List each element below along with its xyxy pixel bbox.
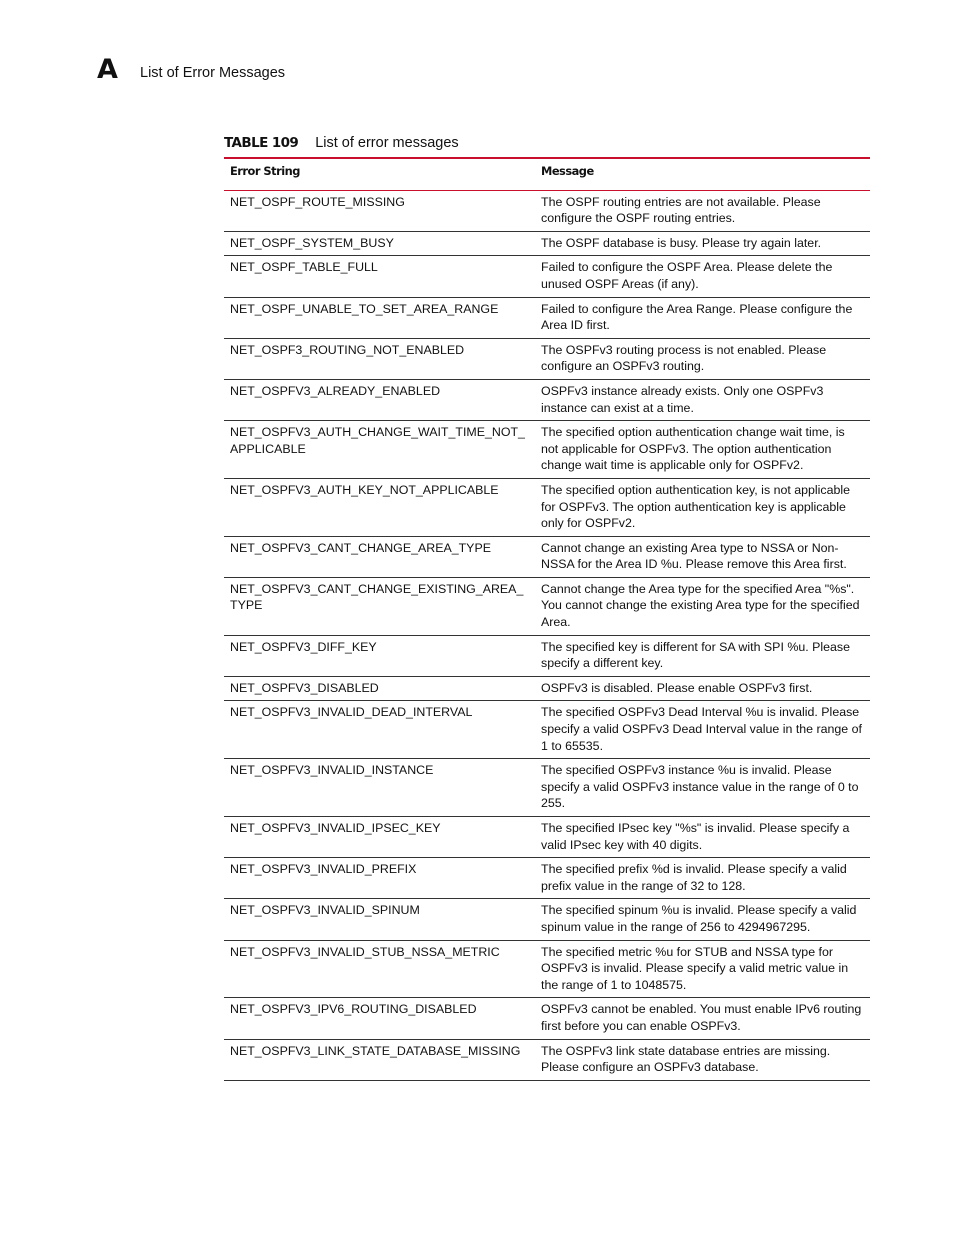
message-cell: The specified OSPFv3 instance %u is invalid. Please specify a valid OSPFv3 instance value in the range of 0 to 255. [541,763,859,811]
message-cell: The specified IPsec key "%s" is invalid. Please specify a valid IPsec key with 40 digits. [541,821,850,852]
message-cell: Failed to configure the Area Range. Please configure the Area ID first. [541,301,853,333]
error-string-cell: NET_OSPF_ROUTE_MISSING [230,194,405,209]
error-string-cell: NET_OSPFV3_INVALID_PREFIX [230,862,417,877]
message-cell: OSPFv3 cannot be enabled. You must enable IPv6 routing first before you can enable OSPFv3. [541,1002,862,1033]
message-cell: Cannot change the Area type for the specified Area "%s". You cannot change the existing Area type for the specified Area. [541,581,860,630]
error-string-cell: NET_OSPFV3_DISABLED [230,680,379,695]
message-cell: The specified OSPFv3 Dead Interval %u is invalid. Please specify a valid OSPFv3 Dead Interval value in the range of 1 to 65535. [541,705,862,753]
table-row [224,421,870,479]
message-cell: The OSPFv3 link state database entries are missing. Please configure an OSPFv3 database. [541,1043,831,1075]
error-string-cell: NET_OSPFV3_AUTH_CHANGE_WAIT_TIME_NOT_APPLICABLE [230,425,525,456]
message-cell: Cannot change an existing Area type to NSSA or Non-NSSA for the Area ID %u. Please remove this Area first. [541,540,847,572]
table-row [224,190,870,231]
table-row [224,940,870,998]
message-cell: The OSPF routing entries are not available. Please configure the OSPF routing entries. [541,194,821,226]
table-caption [224,135,459,151]
table-body [224,190,870,1080]
table-row [224,817,870,858]
error-string-cell: NET_OSPFV3_CANT_CHANGE_EXISTING_AREA_TYPE [230,581,524,613]
appendix-letter: A [97,54,117,85]
table-row [224,231,870,256]
message-cell: The specified metric %u for STUB and NSSA type for OSPFv3 is invalid. Please specify a valid metric value in the range of 1 to 1048575. [541,944,849,992]
error-string-cell: NET_OSPFV3_ALREADY_ENABLED [230,383,441,398]
table-row [224,577,870,635]
table-title: List of error messages [315,135,459,151]
error-string-cell: NET_OSPFV3_DIFF_KEY [230,639,377,654]
table-row [224,858,870,899]
error-string-cell: NET_OSPFV3_AUTH_KEY_NOT_APPLICABLE [230,482,499,497]
error-string-cell: NET_OSPFV3_IPV6_ROUTING_DISABLED [230,1002,477,1017]
error-string-cell: NET_OSPF_SYSTEM_BUSY [230,235,394,250]
message-cell: The OSPF database is busy. Please try again later. [541,235,822,250]
message-cell: Failed to configure the OSPF Area. Please delete the unused OSPF Areas (if any). [541,260,833,291]
error-string-cell: NET_OSPFV3_INVALID_IPSEC_KEY [230,821,441,835]
error-messages-table [224,157,870,1081]
error-string-cell: NET_OSPF3_ROUTING_NOT_ENABLED [230,342,465,357]
table-row [224,256,870,297]
error-string-cell: NET_OSPFV3_INVALID_STUB_NSSA_METRIC [230,944,500,959]
table-row [224,635,870,676]
column-header-error-string: Error String [230,164,300,178]
table-header [224,158,870,190]
table-row [224,297,870,338]
section-title: List of Error Messages [140,65,286,81]
header-row [224,158,870,190]
error-string-cell: NET_OSPFV3_INVALID_INSTANCE [230,763,434,778]
table-row [224,1039,870,1080]
error-string-cell: NET_OSPFV3_LINK_STATE_DATABASE_MISSING [230,1043,521,1058]
message-cell: The OSPFv3 routing process is not enabled. Please configure an OSPFv3 routing. [541,342,827,374]
message-cell: The specified option authentication change wait time, is not applicable for OSPFv3. The option authentication change wait time is applicable only for OSPFv2. [541,425,845,473]
error-string-cell: NET_OSPFV3_INVALID_DEAD_INTERVAL [230,705,473,720]
message-cell: The specified spinum %u is invalid. Please specify a valid spinum value in the range of 256 to 4294967295. [541,903,857,934]
table-row [224,998,870,1039]
message-cell: The specified option authentication key, is not applicable for OSPFv3. The option authentication key is applicable only for OSPFv2. [541,482,851,531]
table-row [224,478,870,536]
error-string-cell: NET_OSPF_TABLE_FULL [230,260,378,275]
table-number: TABLE 109 [224,135,299,151]
message-cell: OSPFv3 instance already exists. Only one OSPFv3 instance can exist at a time. [541,383,824,415]
table-row [224,379,870,420]
error-string-cell: NET_OSPF_UNABLE_TO_SET_AREA_RANGE [230,301,499,316]
table-row [224,899,870,940]
page-header [0,0,954,100]
message-cell: The specified key is different for SA with SPI %u. Please specify a different key. [541,639,851,671]
column-header-message: Message [541,164,594,178]
error-string-cell: NET_OSPFV3_CANT_CHANGE_AREA_TYPE [230,540,491,555]
table-row [224,759,870,817]
message-cell: OSPFv3 is disabled. Please enable OSPFv3 first. [541,680,813,695]
table-row [224,676,870,701]
table-row [224,536,870,577]
error-string-cell: NET_OSPFV3_INVALID_SPINUM [230,903,420,918]
table-row [224,338,870,379]
message-cell: The specified prefix %d is invalid. Please specify a valid prefix value in the range of 32 to 128. [541,862,847,893]
table-row [224,701,870,759]
